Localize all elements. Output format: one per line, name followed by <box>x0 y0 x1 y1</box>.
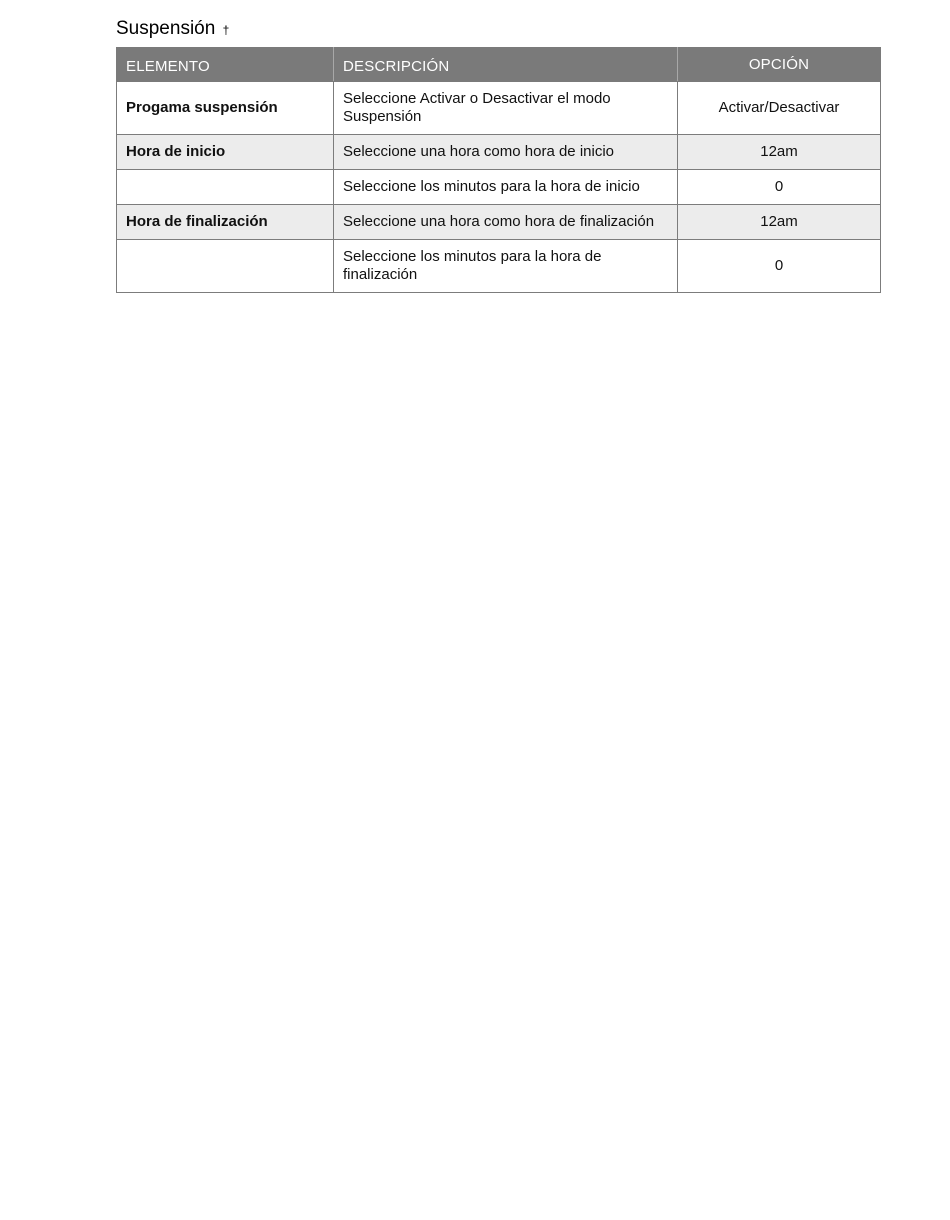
row-option: 0 <box>678 240 881 293</box>
header-description: DESCRIPCIÓN <box>334 48 678 82</box>
header-element: ELEMENTO <box>117 48 334 82</box>
table-header-row <box>117 48 881 82</box>
row-option: Activar/Desactivar <box>678 82 881 135</box>
table-row <box>117 135 881 170</box>
section-title-text: Suspensión <box>116 18 216 39</box>
header-option: OPCIÓN <box>678 48 881 82</box>
dagger-mark: † <box>222 23 230 37</box>
row-description: Seleccione Activar o Desactivar el modo Suspensión <box>334 82 678 135</box>
row-option: 0 <box>678 170 881 205</box>
row-description: Seleccione una hora como hora de inicio <box>334 135 678 170</box>
row-description: Seleccione los minutos para la hora de finalización <box>334 240 678 293</box>
row-element: Hora de finalización <box>117 205 334 240</box>
table-row <box>117 170 881 205</box>
settings-table <box>116 47 881 293</box>
section-title <box>116 17 229 41</box>
row-option: 12am <box>678 205 881 240</box>
row-element: Hora de inicio <box>117 135 334 170</box>
row-element <box>117 240 334 293</box>
table-row <box>117 82 881 135</box>
table-row <box>117 205 881 240</box>
row-description: Seleccione los minutos para la hora de inicio <box>334 170 678 205</box>
row-description: Seleccione una hora como hora de finalización <box>334 205 678 240</box>
row-option: 12am <box>678 135 881 170</box>
table-row <box>117 240 881 293</box>
row-element: Progama suspensión <box>117 82 334 135</box>
row-element <box>117 170 334 205</box>
